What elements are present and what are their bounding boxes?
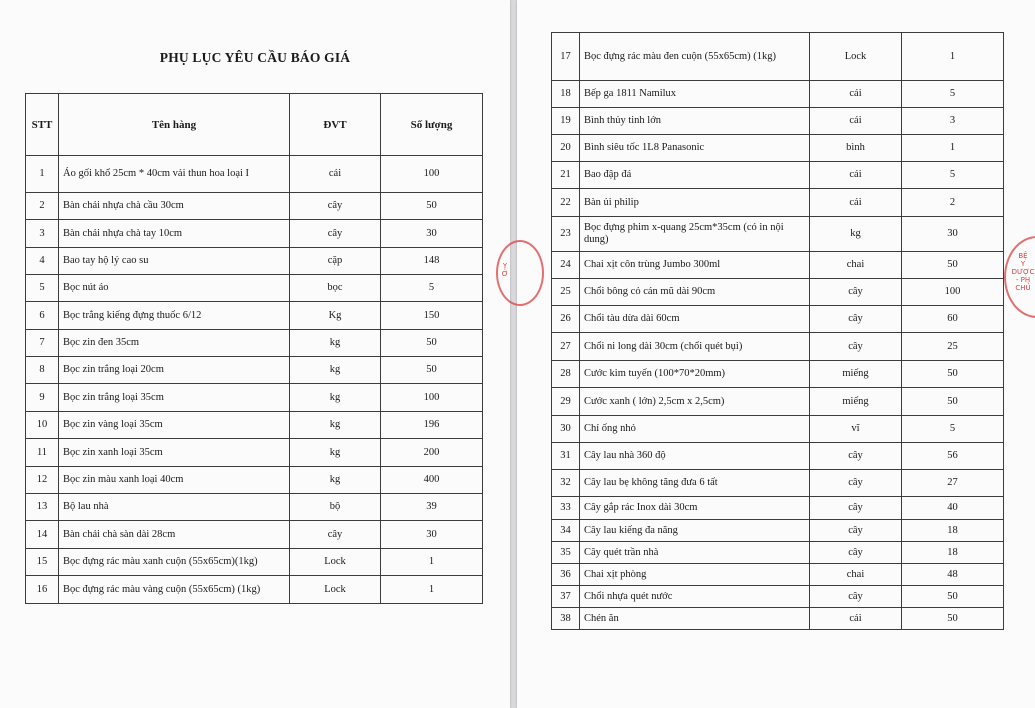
table-row — [552, 162, 1004, 189]
row-quantity: 18 — [902, 520, 1004, 542]
row-quantity: 150 — [381, 302, 483, 330]
row-unit: cây — [290, 521, 381, 549]
table-row — [26, 330, 483, 357]
header-unit: ĐVT — [290, 94, 381, 156]
header-qty: Số lượng — [381, 94, 483, 156]
row-stt: 5 — [26, 275, 59, 302]
row-stt: 31 — [552, 443, 580, 470]
row-unit: kg — [290, 412, 381, 439]
row-item-name: Bộ lau nhà — [59, 494, 290, 521]
row-unit: kg — [290, 439, 381, 467]
row-unit: cây — [810, 443, 902, 470]
row-stt: 8 — [26, 357, 59, 384]
table-row — [552, 564, 1004, 586]
row-stt: 27 — [552, 333, 580, 361]
row-item-name: Bọc đựng phim x-quang 25cm*35cm (có in nội dung) — [580, 217, 810, 252]
row-quantity: 50 — [902, 608, 1004, 630]
row-unit: kg — [290, 384, 381, 412]
row-unit: cây — [810, 586, 902, 608]
row-item-name: Cước kim tuyến (100*70*20mm) — [580, 361, 810, 388]
row-unit: kg — [290, 357, 381, 384]
table-row — [26, 156, 483, 193]
table-row — [26, 357, 483, 384]
table-row — [26, 193, 483, 220]
table-row — [552, 217, 1004, 252]
header-stt: STT — [26, 94, 59, 156]
row-stt: 25 — [552, 279, 580, 306]
row-quantity: 40 — [902, 497, 1004, 520]
row-unit: cái — [290, 156, 381, 193]
table-row — [552, 443, 1004, 470]
row-item-name: Bình siêu tốc 1L8 Panasonic — [580, 135, 810, 162]
row-quantity: 200 — [381, 439, 483, 467]
table-row — [552, 33, 1004, 81]
row-item-name: Chén ăn — [580, 608, 810, 630]
row-item-name: Cây gắp rác Inox dài 30cm — [580, 497, 810, 520]
row-stt: 26 — [552, 306, 580, 333]
row-stt: 14 — [26, 521, 59, 549]
row-stt: 32 — [552, 470, 580, 497]
row-item-name: Bọc đựng rác màu xanh cuộn (55x65cm)(1kg) — [59, 549, 290, 576]
table-row — [552, 416, 1004, 443]
row-unit: cái — [810, 162, 902, 189]
row-item-name: Bao đập đá — [580, 162, 810, 189]
quote-table-page-2 — [551, 32, 1004, 630]
table-row — [26, 220, 483, 248]
row-item-name: Bọc zin trắng loại 20cm — [59, 357, 290, 384]
row-quantity: 1 — [381, 549, 483, 576]
row-quantity: 5 — [902, 416, 1004, 443]
table-row — [26, 576, 483, 604]
row-stt: 29 — [552, 388, 580, 416]
row-item-name: Bàn chải nhựa chà cầu 30cm — [59, 193, 290, 220]
stamp-left-text: Y Ở — [501, 262, 509, 278]
row-quantity: 18 — [902, 542, 1004, 564]
row-quantity: 50 — [902, 252, 1004, 279]
row-quantity: 50 — [902, 586, 1004, 608]
table-row — [552, 470, 1004, 497]
row-unit: cái — [810, 81, 902, 108]
table-row — [552, 586, 1004, 608]
table-row — [552, 189, 1004, 217]
row-stt: 4 — [26, 248, 59, 275]
row-unit: cây — [810, 497, 902, 520]
row-unit: kg — [290, 330, 381, 357]
row-item-name: Bọc zin vàng loại 35cm — [59, 412, 290, 439]
row-quantity: 148 — [381, 248, 483, 275]
table-row — [26, 439, 483, 467]
row-quantity: 100 — [381, 384, 483, 412]
row-stt: 37 — [552, 586, 580, 608]
row-stt: 10 — [26, 412, 59, 439]
row-item-name: Chổi nhựa quét nước — [580, 586, 810, 608]
row-item-name: Bọc zin trắng loại 35cm — [59, 384, 290, 412]
row-unit: cây — [290, 220, 381, 248]
table-row — [552, 279, 1004, 306]
row-item-name: Bọc nút áo — [59, 275, 290, 302]
row-quantity: 50 — [381, 357, 483, 384]
row-quantity: 27 — [902, 470, 1004, 497]
table-row — [552, 361, 1004, 388]
row-stt: 1 — [26, 156, 59, 193]
table-row — [552, 333, 1004, 361]
table-row — [26, 549, 483, 576]
row-stt: 33 — [552, 497, 580, 520]
row-item-name: Chai xịt côn trùng Jumbo 300ml — [580, 252, 810, 279]
row-item-name: Cước xanh ( lớn) 2,5cm x 2,5cm) — [580, 388, 810, 416]
table-row — [26, 412, 483, 439]
row-unit: kg — [810, 217, 902, 252]
row-unit: Lock — [810, 33, 902, 81]
row-quantity: 2 — [902, 189, 1004, 217]
table-row — [552, 388, 1004, 416]
table-row — [26, 494, 483, 521]
row-item-name: Bọc trắng kiếng đựng thuốc 6/12 — [59, 302, 290, 330]
row-quantity: 400 — [381, 467, 483, 494]
row-stt: 11 — [26, 439, 59, 467]
row-unit: miếng — [810, 361, 902, 388]
header-name: Tên hàng — [59, 94, 290, 156]
table-row — [552, 497, 1004, 520]
row-quantity: 5 — [381, 275, 483, 302]
row-item-name: Bình thủy tinh lớn — [580, 108, 810, 135]
row-unit: bọc — [290, 275, 381, 302]
row-item-name: Chổi ni long dài 30cm (chổi quét bụi) — [580, 333, 810, 361]
table-header-row — [26, 94, 483, 156]
row-stt: 19 — [552, 108, 580, 135]
row-item-name: Áo gối khổ 25cm * 40cm vải thun hoa loại I — [59, 156, 290, 193]
row-stt: 2 — [26, 193, 59, 220]
row-unit: Kg — [290, 302, 381, 330]
row-unit: cái — [810, 189, 902, 217]
row-stt: 17 — [552, 33, 580, 81]
row-unit: Lock — [290, 549, 381, 576]
row-stt: 36 — [552, 564, 580, 586]
row-quantity: 39 — [381, 494, 483, 521]
row-stt: 12 — [26, 467, 59, 494]
row-item-name: Chai xịt phòng — [580, 564, 810, 586]
row-unit: kg — [290, 467, 381, 494]
table-row — [552, 252, 1004, 279]
row-item-name: Bếp ga 1811 Namilux — [580, 81, 810, 108]
row-quantity: 5 — [902, 162, 1004, 189]
row-stt: 22 — [552, 189, 580, 217]
row-quantity: 50 — [381, 193, 483, 220]
row-stt: 34 — [552, 520, 580, 542]
table-row — [552, 520, 1004, 542]
row-unit: vĩ — [810, 416, 902, 443]
row-quantity: 1 — [902, 135, 1004, 162]
row-item-name: Cây lau kiếng đa năng — [580, 520, 810, 542]
table-row — [552, 108, 1004, 135]
row-unit: bình — [810, 135, 902, 162]
row-stt: 23 — [552, 217, 580, 252]
row-unit: chai — [810, 252, 902, 279]
row-quantity: 1 — [381, 576, 483, 604]
row-quantity: 3 — [902, 108, 1004, 135]
row-quantity: 100 — [381, 156, 483, 193]
row-stt: 15 — [26, 549, 59, 576]
row-unit: Lock — [290, 576, 381, 604]
row-unit: cây — [290, 193, 381, 220]
row-quantity: 50 — [902, 361, 1004, 388]
row-stt: 6 — [26, 302, 59, 330]
row-quantity: 50 — [381, 330, 483, 357]
row-unit: miếng — [810, 388, 902, 416]
row-item-name: Cây quét trần nhà — [580, 542, 810, 564]
row-unit: cây — [810, 306, 902, 333]
row-item-name: Bàn chải nhựa chà tay 10cm — [59, 220, 290, 248]
row-unit: cây — [810, 279, 902, 306]
row-unit: cây — [810, 520, 902, 542]
row-item-name: Bàn chải chà sàn dài 28cm — [59, 521, 290, 549]
row-quantity: 1 — [902, 33, 1004, 81]
row-item-name: Cây lau nhà 360 độ — [580, 443, 810, 470]
row-stt: 9 — [26, 384, 59, 412]
table-row — [26, 248, 483, 275]
row-stt: 18 — [552, 81, 580, 108]
row-quantity: 48 — [902, 564, 1004, 586]
row-item-name: Chổi bông cỏ cán mũ dài 90cm — [580, 279, 810, 306]
stamp-right-text: BỆ Y DƯỢC - PH CHỦ — [1011, 252, 1035, 292]
row-quantity: 25 — [902, 333, 1004, 361]
table-row — [552, 306, 1004, 333]
table-row — [552, 81, 1004, 108]
row-quantity: 196 — [381, 412, 483, 439]
table-row — [26, 384, 483, 412]
row-item-name: Bọc đựng rác màu vàng cuộn (55x65cm) (1kg) — [59, 576, 290, 604]
row-quantity: 30 — [381, 220, 483, 248]
row-stt: 7 — [26, 330, 59, 357]
row-item-name: Bọc zin đen 35cm — [59, 330, 290, 357]
row-unit: cây — [810, 470, 902, 497]
row-item-name: Bàn ủi philip — [580, 189, 810, 217]
row-quantity: 30 — [381, 521, 483, 549]
row-stt: 35 — [552, 542, 580, 564]
row-stt: 28 — [552, 361, 580, 388]
row-quantity: 30 — [902, 217, 1004, 252]
row-stt: 38 — [552, 608, 580, 630]
row-quantity: 60 — [902, 306, 1004, 333]
row-quantity: 5 — [902, 81, 1004, 108]
row-unit: cặp — [290, 248, 381, 275]
table-row — [26, 521, 483, 549]
row-stt: 20 — [552, 135, 580, 162]
row-item-name: Chỉ ống nhỏ — [580, 416, 810, 443]
row-unit: bộ — [290, 494, 381, 521]
row-stt: 24 — [552, 252, 580, 279]
row-stt: 30 — [552, 416, 580, 443]
row-item-name: Chổi tàu dừa dài 60cm — [580, 306, 810, 333]
row-stt: 3 — [26, 220, 59, 248]
row-unit: cái — [810, 608, 902, 630]
table-row — [552, 135, 1004, 162]
row-item-name: Bọc đựng rác màu đen cuộn (55x65cm) (1kg) — [580, 33, 810, 81]
quote-table-page-1 — [25, 93, 483, 604]
row-stt: 21 — [552, 162, 580, 189]
row-item-name: Bọc zin màu xanh loại 40cm — [59, 467, 290, 494]
row-quantity: 50 — [902, 388, 1004, 416]
row-item-name: Bọc zin xanh loại 35cm — [59, 439, 290, 467]
table-row — [552, 542, 1004, 564]
row-unit: chai — [810, 564, 902, 586]
row-quantity: 56 — [902, 443, 1004, 470]
row-unit: cây — [810, 333, 902, 361]
row-unit: cái — [810, 108, 902, 135]
row-unit: cây — [810, 542, 902, 564]
table-row — [26, 302, 483, 330]
row-stt: 16 — [26, 576, 59, 604]
row-stt: 13 — [26, 494, 59, 521]
document-title: PHỤ LỤC YÊU CẦU BÁO GIÁ — [159, 50, 351, 65]
row-item-name: Bao tay hộ lý cao su — [59, 248, 290, 275]
table-row — [26, 467, 483, 494]
row-item-name: Cây lau bẹ không tăng đưa 6 tất — [580, 470, 810, 497]
table-row — [26, 275, 483, 302]
table-row — [552, 608, 1004, 630]
row-quantity: 100 — [902, 279, 1004, 306]
